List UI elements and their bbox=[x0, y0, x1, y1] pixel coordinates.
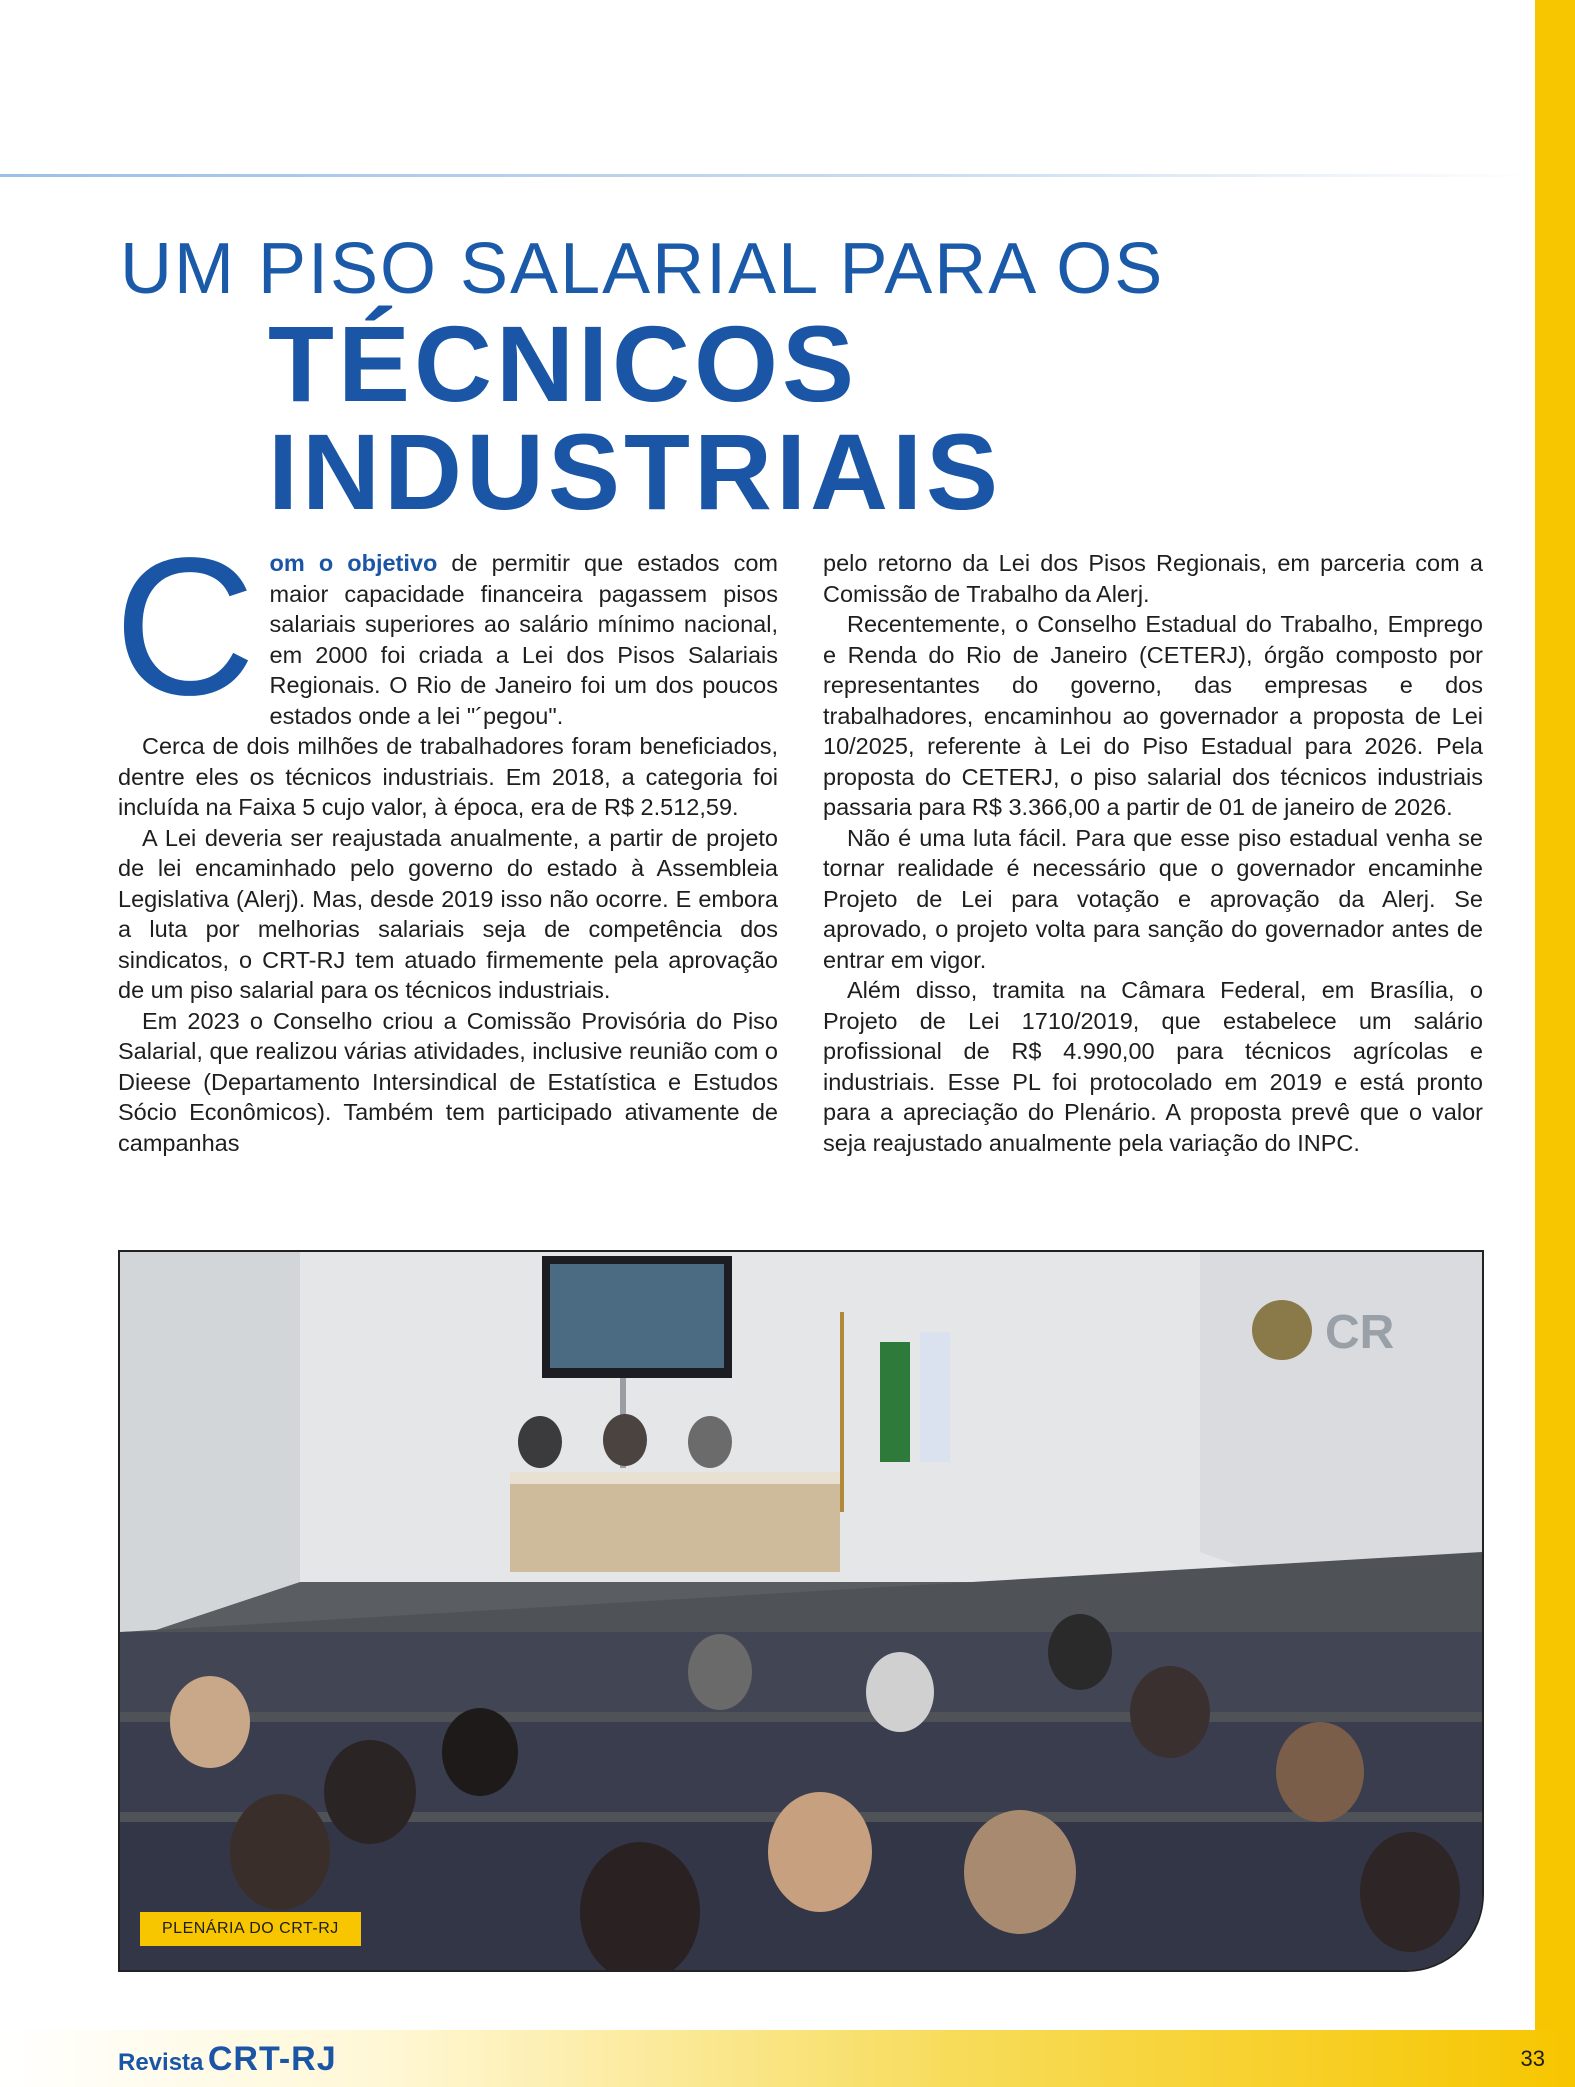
paragraph-4: Em 2023 o Conselho criou a Comissão Provisória do Piso Salarial, que realizou várias atividades, inclusive reunião com o Dieese (Departamento Intersindical de Estatística e Estudos Sócio Econômicos). Também tem participado ativamente de campanhas bbox=[118, 1007, 778, 1156]
paragraph-5: pelo retorno da Lei dos Pisos Regionais, em parceria com a Comissão de Trabalho da Alerj. bbox=[823, 550, 1483, 607]
photo-caption: PLENÁRIA DO CRT-RJ bbox=[140, 1912, 361, 1946]
lead-in: om o objetivo bbox=[269, 550, 438, 576]
paragraph-6: Recentemente, o Conselho Estadual do Trabalho, Emprego e Renda do Rio de Janeiro (CETERJ), órgão composto por representantes do governo, das empresas e dos trabalhadores, encaminhou ao governador a proposta de Lei 10/2025, referente à Lei do Piso Estadual para 2026. Pela proposta do CETERJ, o piso salarial dos técnicos industriais passaria para R$ 3.366,00 a partir de 01 de janeiro de 2026. bbox=[823, 611, 1483, 820]
article-column-left bbox=[114, 517, 778, 1158]
plenary-photo bbox=[118, 1250, 1484, 1972]
magazine-logo bbox=[118, 2040, 337, 2079]
paragraph-1 bbox=[114, 517, 778, 736]
paragraph-8: Além disso, tramita na Câmara Federal, em Brasília, o Projeto de Lei 1710/2019, que estabelece um salário profissional de R$ 4.990,00 para técnicos agrícolas e industriais. Esse PL foi protocolado em 2019 e está pronto para a apreciação do Plenário. A proposta prevê que o valor seja reajustado anualmente pela variação do INPC. bbox=[823, 977, 1483, 1156]
headline-line-3: INDUSTRIAIS bbox=[268, 411, 1003, 532]
paragraph-3: A Lei deveria ser reajustada anualmente, a partir de projeto de lei encaminhado pelo governo do estado à Assembleia Legislativa (Alerj). Mas, desde 2019 isso não ocorre. E embora a luta por melhorias salariais seja de competência dos sindicatos, o CRT-RJ tem atuado firmemente pela aprovação de um piso salarial para os técnicos industriais. bbox=[118, 824, 778, 1003]
paragraph-2: Cerca de dois milhões de trabalhadores foram beneficiados, dentre eles os técnicos industriais. Em 2018, a categoria foi incluída na Faixa 5 cujo valor, à época, era de R$ 2.512,59. bbox=[118, 733, 778, 820]
headline-line-2: TÉCNICOS bbox=[268, 303, 859, 424]
paragraph-1-text: de permitir que estados com maior capacidade financeira pagassem pisos salariais superiores ao salário mínimo nacional, em 2000 foi criada a Lei dos Pisos Salariais Regionais. O Rio de Janeiro foi um dos poucos estados onde a lei "´pegou". bbox=[269, 550, 778, 729]
drop-cap: C bbox=[114, 517, 256, 736]
article-column-right bbox=[823, 548, 1483, 1158]
magazine-word: Revista bbox=[118, 2049, 204, 2076]
magazine-brand: CRT-RJ bbox=[207, 2040, 337, 2078]
right-yellow-bar bbox=[1535, 0, 1575, 2087]
headline-line-1: UM PISO SALARIAL PARA OS bbox=[120, 229, 1165, 309]
paragraph-7: Não é uma luta fácil. Para que esse piso estadual venha se tornar realidade é necessário que o governador encaminhe Projeto de Lei para votação e aprovação da Alerj. Se aprovado, o projeto volta para sanção do governador antes de entrar em vigor. bbox=[823, 824, 1483, 973]
page-number: 33 bbox=[1520, 2046, 1545, 2071]
header-rule bbox=[0, 174, 1535, 177]
wall-sign-text: CR bbox=[1325, 1306, 1395, 1359]
plenary-illustration bbox=[120, 1252, 1482, 1970]
